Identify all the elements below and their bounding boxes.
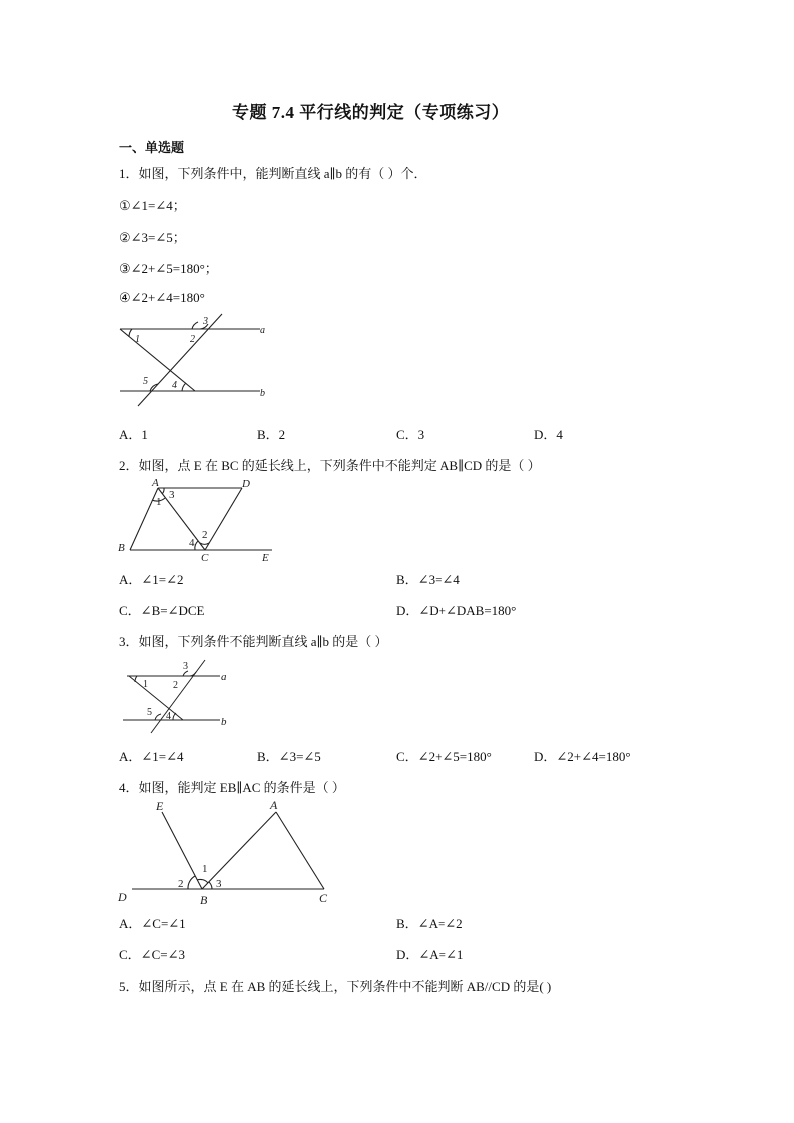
q3-option-a[interactable]: A．∠1=∠4 — [119, 749, 184, 764]
fig3-label-3: 3 — [183, 661, 188, 672]
fig4-label-1: 1 — [202, 863, 208, 875]
fig2-label-2: 2 — [202, 529, 208, 541]
q4-option-b[interactable]: B．∠A=∠2 — [396, 916, 463, 931]
q3-option-b[interactable]: B．∠3=∠5 — [257, 749, 321, 764]
q4-stem: 4．如图，能判定 EB∥AC 的条件是（ ） — [119, 780, 345, 795]
q4-option-c[interactable]: C．∠C=∠3 — [119, 947, 185, 962]
segment-AC — [276, 812, 324, 889]
fig2-label-C: C — [201, 552, 209, 564]
segment-BA — [202, 812, 276, 889]
q3-stem: 3．如图，下列条件不能判断直线 a∥b 的是（ ） — [119, 634, 388, 649]
q1-option-b[interactable]: B．2 — [257, 427, 286, 442]
transversal-2 — [138, 314, 222, 406]
fig1-label-5: 5 — [143, 376, 148, 387]
fig4-label-E: E — [156, 799, 164, 813]
fig4-label-C: C — [319, 891, 328, 905]
q3-option-c[interactable]: C．∠2+∠5=180° — [396, 749, 492, 764]
q1-condition-1: ①∠1=∠4； — [119, 198, 186, 213]
q2-option-b[interactable]: B．∠3=∠4 — [396, 572, 460, 587]
q2-option-d[interactable]: D．∠D+∠DAB=180° — [396, 603, 517, 618]
q1-condition-4: ④∠2+∠4=180° — [119, 290, 205, 305]
fig1-label-b: b — [260, 388, 265, 399]
q1-option-c[interactable]: C．3 — [396, 427, 425, 442]
fig3-label-1: 1 — [143, 679, 148, 690]
transversal-2 — [151, 660, 205, 733]
segment-AB — [130, 488, 158, 550]
q1-stem: 1．如图，下列条件中，能判断直线 a∥b 的有（ ）个． — [119, 166, 427, 181]
q3-figure — [115, 657, 240, 735]
fig1-label-2: 2 — [190, 334, 195, 345]
fig4-label-B: B — [200, 893, 208, 907]
q4-option-d[interactable]: D．∠A=∠1 — [396, 947, 464, 962]
fig3-label-5: 5 — [147, 707, 152, 718]
q2-option-a[interactable]: A．∠1=∠2 — [119, 572, 184, 587]
fig2-label-B: B — [118, 542, 125, 554]
section-heading: 一、单选题 — [119, 140, 185, 155]
fig3-label-a: a — [221, 671, 227, 683]
q4-figure — [112, 796, 337, 908]
page-title: 专题 7.4 平行线的判定（专项练习） — [232, 103, 510, 122]
fig2-label-A: A — [152, 477, 159, 489]
transversal-1 — [120, 329, 195, 391]
q1-figure — [110, 312, 280, 408]
q4-option-a[interactable]: A．∠C=∠1 — [119, 916, 186, 931]
q1-option-a[interactable]: A．1 — [119, 427, 148, 442]
fig4-label-A: A — [270, 798, 278, 812]
q1-condition-2: ②∠3=∠5； — [119, 230, 186, 245]
fig2-label-4: 4 — [189, 537, 195, 549]
q2-stem: 2．如图，点 E 在 BC 的延长线上，下列条件中不能判定 AB∥CD 的是（ ） — [119, 458, 541, 473]
fig3-label-4: 4 — [166, 711, 171, 722]
fig2-label-3: 3 — [169, 489, 175, 501]
q3-option-d[interactable]: D．∠2+∠4=180° — [534, 749, 631, 764]
fig4-label-2: 2 — [178, 878, 184, 890]
fig2-label-E: E — [262, 552, 269, 564]
segment-CD — [205, 488, 242, 550]
segment-AC — [158, 488, 205, 550]
fig1-label-1: 1 — [135, 334, 140, 345]
fig2-label-1: 1 — [156, 496, 162, 508]
fig1-label-4: 4 — [172, 380, 177, 391]
fig4-label-D: D — [118, 890, 127, 904]
q5-stem: 5．如图所示，点 E 在 AB 的延长线上，下列条件中不能判断 AB//CD 的是( ) — [119, 979, 552, 994]
fig3-label-2: 2 — [173, 680, 178, 691]
q2-figure — [112, 474, 282, 564]
fig2-label-D: D — [242, 478, 250, 490]
q1-option-d[interactable]: D．4 — [534, 427, 563, 442]
fig3-label-b: b — [221, 716, 227, 728]
fig4-label-3: 3 — [216, 878, 222, 890]
q1-condition-3: ③∠2+∠5=180°； — [119, 261, 218, 276]
fig1-label-a: a — [260, 325, 265, 336]
q2-option-c[interactable]: C．∠B=∠DCE — [119, 603, 205, 618]
fig1-label-3: 3 — [203, 316, 208, 327]
